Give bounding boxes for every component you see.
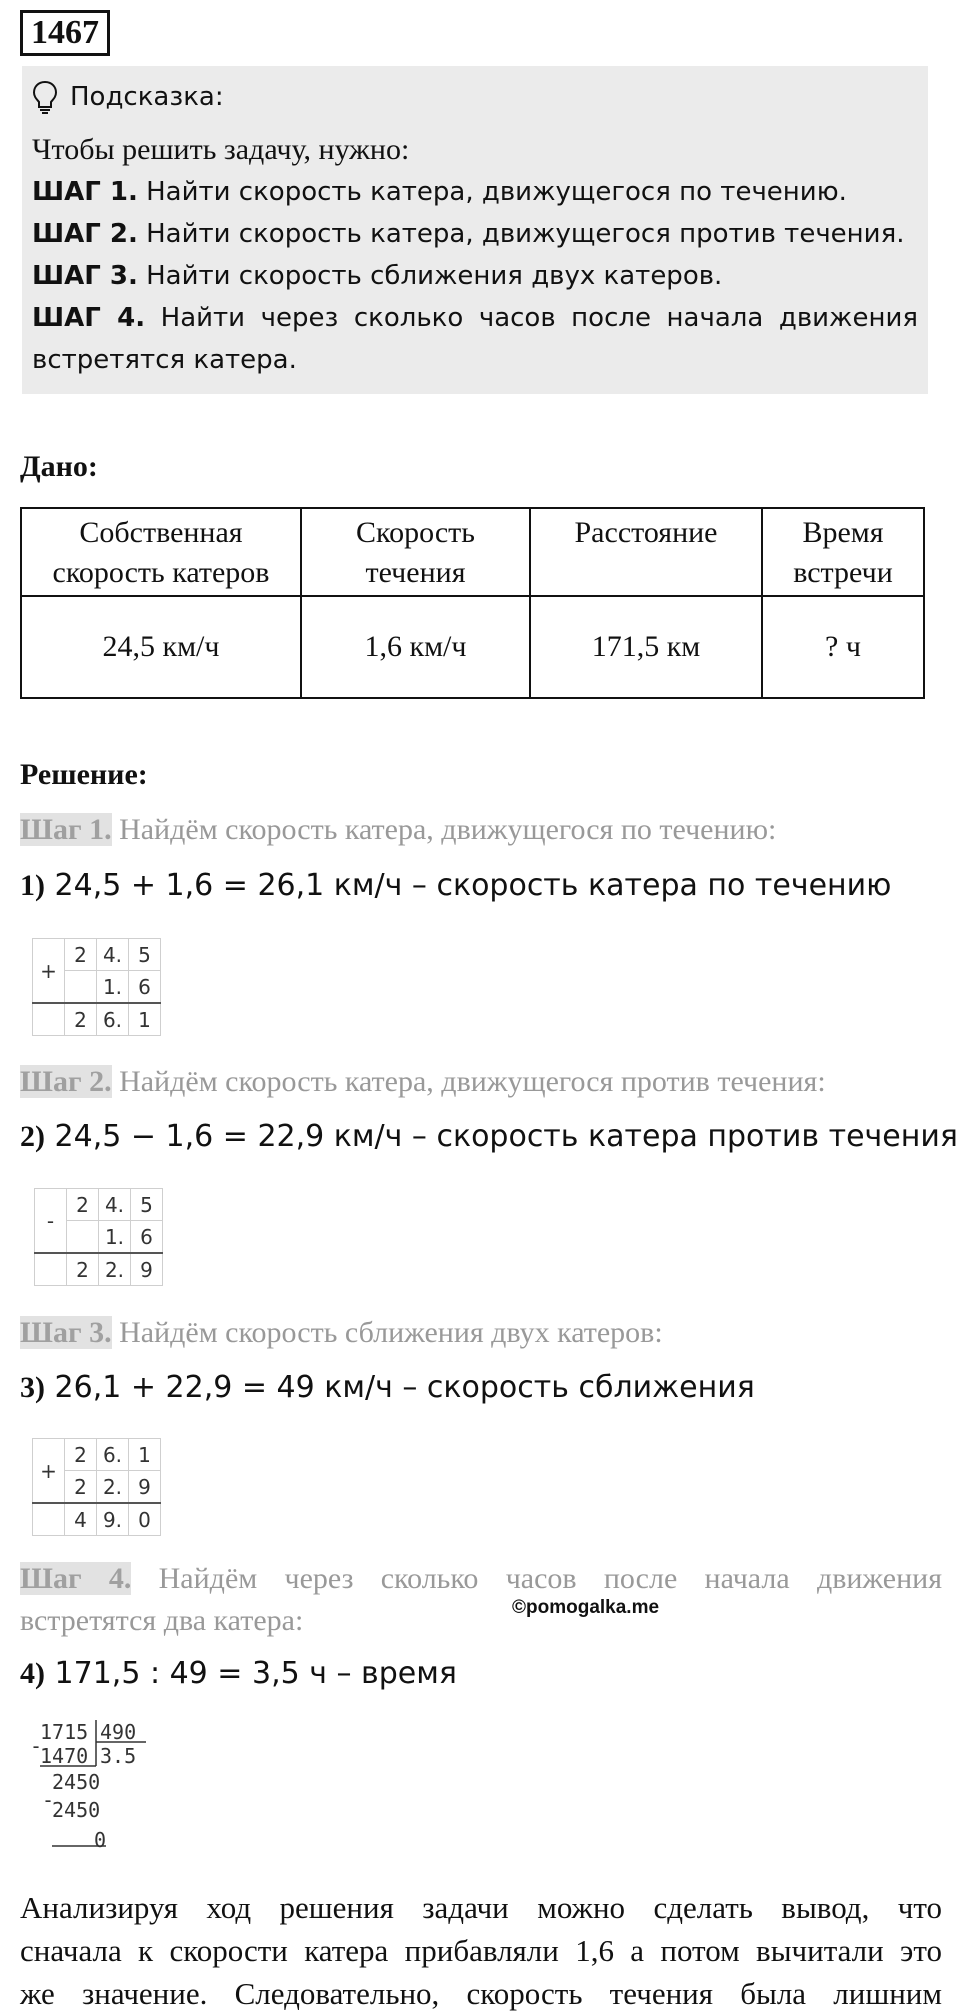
step-2-equation: 2) 24,5 − 1,6 = 22,9 км/ч – скорость катера против течения <box>20 1119 958 1154</box>
given-header-cell: Собственная скорость катеров <box>21 508 301 596</box>
step-2-column-subtraction: - 2 4. 5 1. 6 2 2. 9 <box>34 1188 163 1286</box>
step-1-column-addition: + 2 4. 5 1. 6 2 6. 1 <box>32 938 161 1036</box>
hint-step-4: ШАГ 4. Найти через сколько часов после начала движения <box>32 303 919 333</box>
operator-sign: + <box>33 1439 65 1504</box>
operator-sign: + <box>33 939 65 1004</box>
minus-sign-2: - <box>42 1788 55 1812</box>
hint-step-4-cont: встретятся катера. <box>32 345 297 375</box>
conclusion-paragraph <box>20 1886 942 2015</box>
watermark: ©pomogalka.me <box>512 1597 660 1618</box>
step-2-heading: Шаг 2. Найдём скорость катера, движущегося против течения: <box>20 1065 826 1098</box>
step-3-heading: Шаг 3. Найдём скорость сближения двух катеров: <box>20 1316 663 1349</box>
given-header-row <box>21 508 924 596</box>
dividend: 1715 <box>40 1720 89 1744</box>
divisor: 490 <box>100 1720 137 1744</box>
given-value-cell: 24,5 км/ч <box>21 596 301 698</box>
minus-sign-1: - <box>30 1734 43 1758</box>
conclusion-line: же значение. Следовательно, скорость течения была лишним <box>20 1976 942 2011</box>
conclusion-line: Анализируя ход решения задачи можно сделать вывод, что <box>20 1890 942 1925</box>
operator-sign: - <box>35 1189 67 1254</box>
hint-box <box>22 66 928 394</box>
given-table <box>20 507 925 699</box>
step-1-heading: Шаг 1. Найдём скорость катера, движущегося по течению: <box>20 813 777 846</box>
hint-header <box>32 80 224 114</box>
step-4-heading: Шаг 4. Найдём через сколько часов после начала движения <box>20 1562 942 1595</box>
division-result: 0 <box>94 1828 107 1852</box>
lightbulb-icon <box>32 80 58 114</box>
given-value-cell: 1,6 км/ч <box>301 596 530 698</box>
given-header-cell: Скорость течения <box>301 508 530 596</box>
conclusion-line: сначала к скорости катера прибавляли 1,6 а потом вычитали это <box>20 1933 942 1968</box>
hint-step-1: ШАГ 1. Найти скорость катера, движущегося по течению. <box>32 177 847 207</box>
subtrahend-1: 1470 <box>40 1744 89 1768</box>
given-header-cell: Расстояние <box>530 508 762 596</box>
long-division <box>30 1718 170 1868</box>
solution-label: Решение: <box>20 758 148 791</box>
subtrahend-2: 2450 <box>52 1798 101 1822</box>
hint-title: Подсказка: <box>70 82 224 112</box>
step-4-equation: 4) 171,5 : 49 = 3,5 ч – время <box>20 1656 457 1691</box>
step-3-column-addition: + 2 6. 1 2 2. 9 4 9. 0 <box>32 1438 161 1536</box>
given-value-cell: ? ч <box>762 596 924 698</box>
hint-step-2: ШАГ 2. Найти скорость катера, движущегося против течения. <box>32 219 905 249</box>
hint-step-3: ШАГ 3. Найти скорость сближения двух катеров. <box>32 261 723 291</box>
task-number: 1467 <box>20 10 110 56</box>
step-1-equation: 1) 24,5 + 1,6 = 26,1 км/ч – скорость катера по течению <box>20 868 892 903</box>
step-4-heading-cont: встретятся два катера: <box>20 1604 304 1637</box>
given-label: Дано: <box>20 450 98 483</box>
quotient: 3.5 <box>100 1744 137 1768</box>
given-value-cell: 171,5 км <box>530 596 762 698</box>
given-value-row <box>21 596 924 698</box>
step-3-equation: 3) 26,1 + 22,9 = 49 км/ч – скорость сближения <box>20 1370 755 1405</box>
hint-intro: Чтобы решить задачу, нужно: <box>32 133 410 166</box>
given-header-cell: Время встречи <box>762 508 924 596</box>
remainder-1: 2450 <box>52 1770 101 1794</box>
